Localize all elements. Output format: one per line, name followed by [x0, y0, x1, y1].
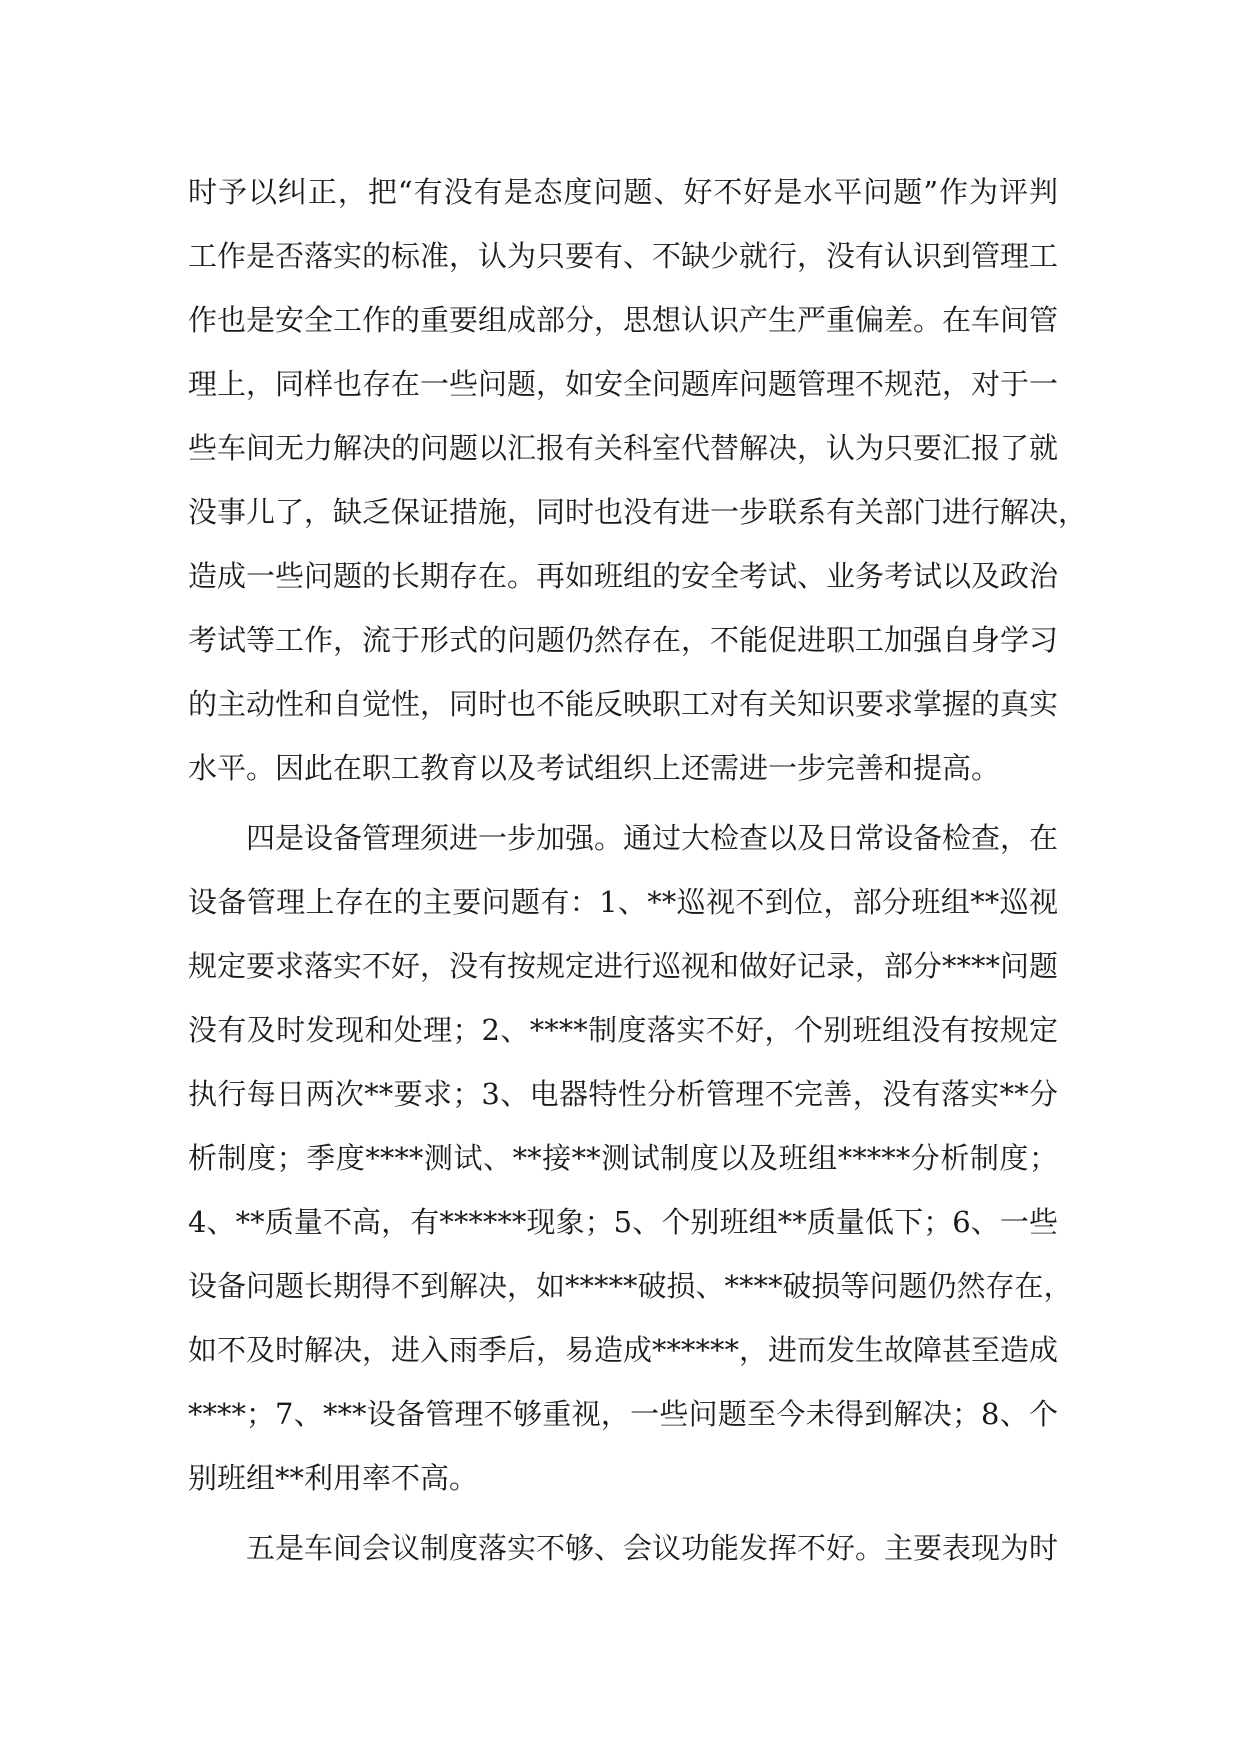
paragraph: [188, 160, 1088, 800]
paragraph: [188, 1516, 1058, 1580]
text-line: 水平。因此在职工教育以及考试组织上还需进一步完善和提高。: [188, 751, 1001, 785]
text-line: 4、**质量不高，有******现象；5、个别班组**质量低下；6、一些: [188, 1205, 1058, 1239]
text-line: 造成一些问题的长期存在。再如班组的安全考试、业务考试以及政治: [188, 559, 1059, 593]
text-line: 作也是安全工作的重要组成部分，思想认识产生严重偏差。在车间管: [188, 303, 1059, 337]
text-line: 五是车间会议制度落实不够、会议功能发挥不好。主要表现为时: [246, 1531, 1059, 1565]
text-line: 执行每日两次**要求；3、电器特性分析管理不完善，没有落实**分: [188, 1077, 1058, 1111]
text-line: 四是设备管理须进一步加强。通过大检查以及日常设备检查，在: [246, 821, 1059, 855]
text-line: 规定要求落实不好，没有按规定进行巡视和做好记录，部分****问题: [188, 949, 1059, 983]
text-line: 别班组**利用率不高。: [188, 1461, 479, 1495]
text-line: 没有及时发现和处理；2、****制度落实不好，个别班组没有按规定: [188, 1013, 1058, 1047]
paragraph: [188, 806, 1073, 1510]
text-line: 设备管理上存在的主要问题有：1、**巡视不到位，部分班组**巡视: [188, 885, 1058, 919]
document-body: [188, 160, 1088, 1580]
text-line: 析制度；季度****测试、**接**测试制度以及班组*****分析制度；: [188, 1141, 1058, 1175]
text-line: 工作是否落实的标准，认为只要有、不缺少就行，没有认识到管理工: [188, 239, 1059, 273]
text-line: 考试等工作，流于形式的问题仍然存在，不能促进职工加强自身学习: [188, 623, 1059, 657]
text-line: 的主动性和自觉性，同时也不能反映职工对有关知识要求掌握的真实: [188, 687, 1059, 721]
text-line: 如不及时解决，进入雨季后，易造成******，进而发生故障甚至造成: [188, 1333, 1059, 1367]
text-line: 些车间无力解决的问题以汇报有关科室代替解决，认为只要汇报了就: [188, 431, 1059, 465]
text-line: 没事儿了，缺乏保证措施，同时也没有进一步联系有关部门进行解决，: [188, 495, 1088, 529]
text-line: ****；7、***设备管理不够重视，一些问题至今未得到解决；8、个: [188, 1397, 1058, 1431]
text-line: 时予以纠正，把“有没有是态度问题、好不好是水平问题”作为评判: [188, 175, 1058, 209]
text-line: 设备问题长期得不到解决，如*****破损、****破损等问题仍然存在，: [188, 1269, 1073, 1303]
text-line: 理上，同样也存在一些问题，如安全问题库问题管理不规范，对于一: [188, 367, 1059, 401]
